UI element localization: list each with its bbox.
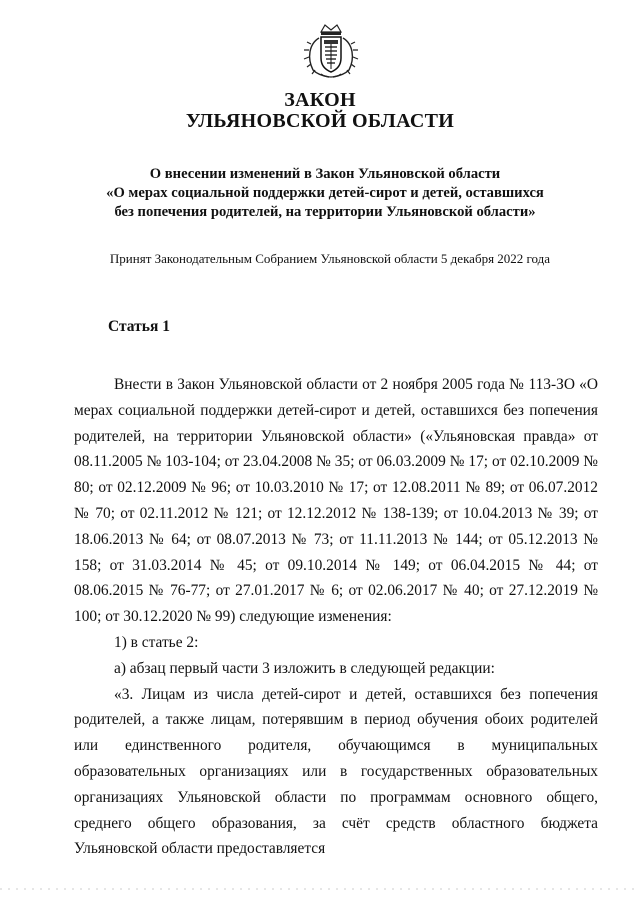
article-heading: Статья 1 xyxy=(108,318,170,335)
paragraph-amendment-intro: Внести в Закон Ульяновской области от 2 ноября 2005 года № 113-ЗО «О мерах социальной поддержки детей-сирот и детей, оставшихся без попечения родителей, на территории Ульяновской области» («Ульяновская правда» от 08.11.2005 № 103-104; от 23.04.2008 № 35; от 06.03.2009 № 17; от 02.10.2009 № 80; от 02.12.2009 № 96; от 10.03.2010 № 17; от 12.08.2011 № 89; от 06.07.2012 № 70; от 02.11.2012 № 121; от 12.12.2012 № 138-139; от 10.04.2013 № 39; от 18.06.2013 № 64; от 08.07.2013 № 73; от 11.11.2013 № 144; от 05.12.2013 № 158; от 31.03.2014 № 45; от 09.10.2014 № 149; от 06.04.2015 № 44; от 08.06.2015 № 76-77; от 27.01.2017 № 6; от 02.06.2017 № 40; от 27.12.2019 № 100; от 30.12.2020 № 99) следующие изменения: xyxy=(74,376,598,626)
paragraph-subitem-a: а) абзац первый части 3 изложить в следующей редакции: xyxy=(114,659,495,677)
adoption-note: Принят Законодательным Собранием Ульяновской области 5 декабря 2022 года xyxy=(109,251,551,266)
law-title xyxy=(0,90,640,132)
law-title-line2: УЛЬЯНОВСКОЙ ОБЛАСТИ xyxy=(185,110,455,132)
subtitle-line3: без попечения родителей, на территории Ульяновской области» xyxy=(114,204,536,220)
paragraph-item-1: 1) в статье 2: xyxy=(114,633,199,651)
subtitle-line2: «О мерах социальной поддержки детей-сирот и детей, оставшихся xyxy=(106,185,544,201)
subtitle-line1: О внесении изменений в Закон Ульяновской области xyxy=(149,166,501,182)
law-subtitle xyxy=(60,165,590,222)
paragraph-new-text: «3. Лицам из числа детей-сирот и детей, оставшихся без попечения родителей, а также лицам, потерявшим в период обучения обоих родителей или единственного родителя, обучающимся в муниципальных образовательных организациях или в государственных образовательных организациях Ульяновской области по программам основного общего, среднего общего образования, за счёт средств областного бюджета Ульяновской области предоставляется xyxy=(74,685,598,858)
coat-of-arms-emblem xyxy=(299,22,363,80)
article-body xyxy=(74,372,598,862)
scan-edge-artifact xyxy=(0,885,640,893)
law-title-line1: ЗАКОН xyxy=(284,89,356,111)
